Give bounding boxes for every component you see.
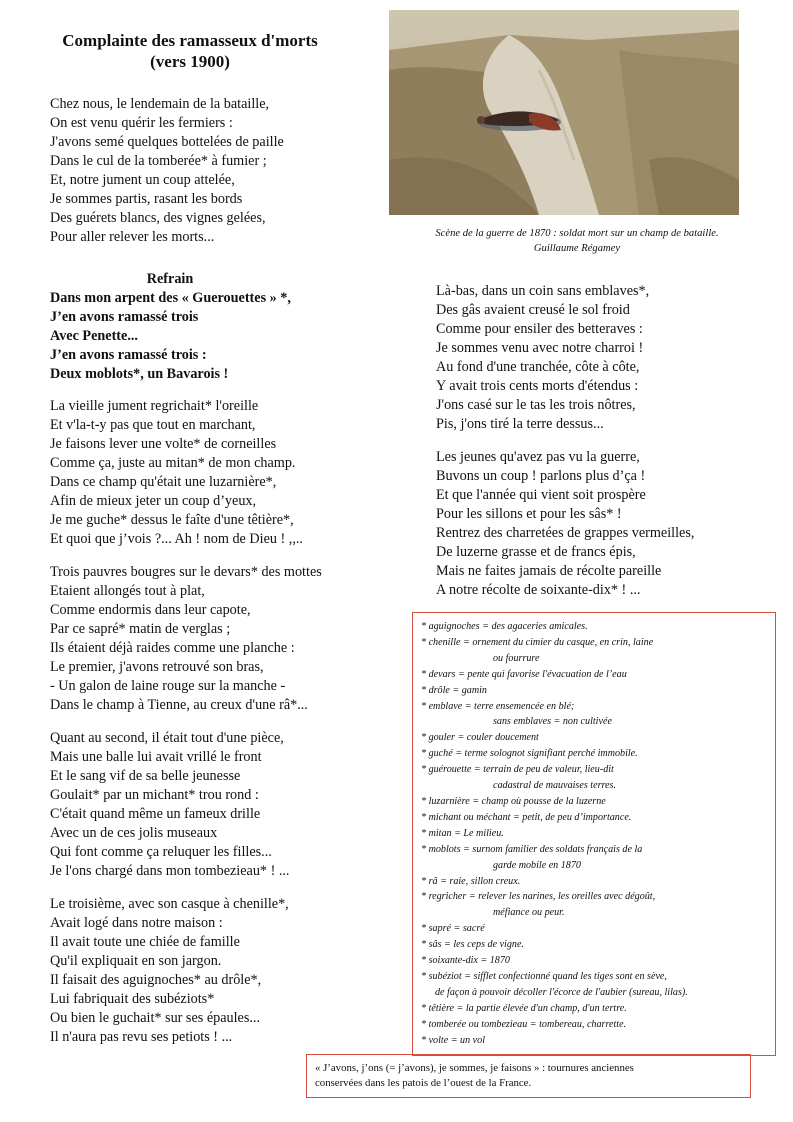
verse-line: Et que l'année qui vient soit prospère — [436, 487, 646, 503]
verse-line: Dans le champ à Tienne, au creux d'une râ*... — [50, 697, 308, 713]
refrain-line: Dans mon arpent des « Guerouettes » *, — [50, 290, 291, 306]
verse-line: Je sommes venu avec notre charroi ! — [436, 340, 644, 356]
verse-line: Par ce sapré* matin de verglas ; — [50, 621, 231, 637]
glossary-entry: * guérouette = terrain de peu de valeur, lieu-dit — [421, 764, 614, 776]
stanza-6 — [436, 282, 649, 434]
verse-line: On est venu quérir les fermiers : — [50, 115, 233, 131]
title-line-1: Complainte des ramasseux d'morts — [62, 31, 318, 50]
glossary-entry: * râ = raie, sillon creux. — [421, 875, 521, 887]
verse-line: Qu'il expliquait en son jargon. — [50, 953, 222, 969]
glossary-entry: * têtière = la partie élevée d'un champ, d'un tertre. — [421, 1002, 627, 1014]
verse-line: Et v'la-t-y pas que tout en marchant, — [50, 417, 256, 433]
refrain — [50, 289, 291, 384]
verse-line: Il n'aura pas revu ses petiots ! ... — [50, 1029, 233, 1045]
verse-line: Comme pour ensiler des betteraves : — [436, 321, 643, 337]
stanza-1 — [50, 95, 284, 247]
glossary-entry: * michant ou méchant = petit, de peu d’importance. — [421, 811, 632, 823]
verse-line: Ils étaient déjà raides comme une planche : — [50, 640, 295, 656]
verse-line: Pour les sillons et pour les sâs* ! — [436, 506, 622, 522]
verse-line: Le premier, j'avons retrouvé son bras, — [50, 659, 264, 675]
verse-line: A notre récolte de soixante-dix* ! ... — [436, 582, 641, 598]
verse-line: Qui font comme ça reluquer les filles... — [50, 844, 272, 860]
stanza-2 — [50, 397, 303, 549]
verse-line: Dans le cul de la tomberée* à fumier ; — [50, 153, 267, 169]
verse-line: Ou bien le guchait* sur ses épaules... — [50, 1010, 260, 1026]
glossary-entry: garde mobile en 1870 — [493, 859, 581, 871]
verse-line: Mais ne faites jamais de récolte pareille — [436, 563, 662, 579]
glossary-entry: * gouler = couler doucement — [421, 732, 539, 744]
verse-line: Les jeunes qu'avez pas vu la guerre, — [436, 449, 640, 465]
verse-line: - Un galon de laine rouge sur la manche - — [50, 678, 286, 694]
verse-line: Je l'ons chargé dans mon tombezieau* ! ... — [50, 863, 290, 879]
glossary-entry: sans emblaves = non cultivée — [493, 716, 612, 728]
caption-line-2: Guillaume Régamey — [533, 243, 621, 254]
verse-line: Trois pauvres bougres sur le devars* des mottes — [50, 564, 322, 580]
verse-line: J'ons casé sur le tas les trois nôtres, — [436, 397, 636, 413]
glossary-entry: * sapré = sacré — [421, 923, 485, 935]
verse-line: Il faisait des aguignoches* au drôle*, — [50, 972, 262, 988]
painting-image — [389, 10, 739, 215]
verse-line: Et quoi que j’vois ?... Ah ! nom de Dieu ! ,,.. — [50, 531, 303, 547]
stanza-7 — [436, 448, 694, 600]
glossary-entry: * luzarnière = champ où pousse de la luzerne — [421, 795, 606, 807]
verse-line: Comme endormis dans leur capote, — [50, 602, 251, 618]
refrain-line: J’en avons ramassé trois : — [50, 347, 207, 363]
verse-line: Et, notre jument un coup attelée, — [50, 172, 235, 188]
glossary-entry: * chenille = ornement du cimier du casque, en crin, laine — [421, 636, 654, 648]
dialect-note-box — [306, 1054, 751, 1098]
verse-line: Des gâs avaient creusé le sol froid — [436, 302, 630, 318]
refrain-line: J’en avons ramassé trois — [50, 309, 199, 325]
verse-line: Goulait* par un michant* trou rond : — [50, 787, 259, 803]
verse-line: Là-bas, dans un coin sans emblaves*, — [436, 283, 650, 299]
glossary-entry: cadastral de mauvaises terres. — [493, 780, 616, 792]
verse-line: Il avait toute une chiée de famille — [50, 934, 240, 950]
glossary-entry: * moblots = surnom familier des soldats français de la — [421, 843, 643, 855]
verse-line: Chez nous, le lendemain de la bataille, — [50, 96, 270, 112]
verse-line: Je me guche* dessus le faîte d'une têtière*, — [50, 512, 294, 528]
verse-line: Quant au second, il était tout d'une pièce, — [50, 730, 284, 746]
title-line-2: (vers 1900) — [150, 52, 230, 71]
refrain-line: Deux moblots*, un Bavarois ! — [50, 366, 229, 382]
refrain-line: Avec Penette... — [50, 328, 138, 344]
glossary-entry: * tomberée ou tombezieau = tombereau, charrette. — [421, 1018, 627, 1030]
glossary-entry: * emblave = terre ensemencée en blé; — [421, 700, 575, 712]
verse-line: Mais une balle lui avait vrillé le front — [50, 749, 262, 765]
caption-line-1: Scène de la guerre de 1870 : soldat mort sur un champ de bataille. — [435, 228, 719, 239]
glossary-entry: * sâs = les ceps de vigne. — [421, 939, 524, 951]
glossary-entry: méfiance ou peur. — [493, 907, 565, 919]
glossary-entry: * drôle = gamin — [421, 684, 487, 696]
verse-line: Et le sang vif de sa belle jeunesse — [50, 768, 241, 784]
verse-line: Je faisons lever une volte* de corneilles — [50, 436, 277, 452]
refrain-title: Refrain — [146, 271, 194, 287]
stanza-4 — [50, 729, 289, 881]
verse-line: De luzerne grasse et de francs épis, — [436, 544, 636, 560]
verse-line: Des guérets blancs, des vignes gelées, — [50, 210, 266, 226]
verse-line: Rentrez des charretées de grappes vermeilles, — [436, 525, 695, 541]
glossary-entry: * aguignoches = des agaceries amicales. — [421, 621, 588, 632]
stanza-5 — [50, 895, 289, 1047]
painting-caption — [392, 226, 762, 256]
verse-line: Y avait trois cents morts d'étendus : — [436, 378, 639, 394]
glossary-entry: * guché = terme solognot signifiant perché immobile. — [421, 748, 638, 760]
verse-line: C'était quand même un fameux drille — [50, 806, 261, 822]
poem-title — [40, 30, 340, 72]
verse-line: Buvons un coup ! parlons plus d’ça ! — [436, 468, 646, 484]
verse-line: Dans ce champ qu'était une luzarnière*, — [50, 474, 277, 490]
glossary-entry: ou fourrure — [493, 652, 540, 664]
note-line-1: « J’avons, j’ons (= j’avons), je sommes, je faisons » : tournures anciennes — [315, 1062, 634, 1074]
glossary-entry: * regricher = relever les narines, les oreilles avec dégoût, — [421, 891, 656, 903]
verse-line: Pour aller relever les morts... — [50, 229, 215, 245]
glossary-entry: * soixante-dix = 1870 — [421, 955, 510, 967]
verse-line: Avait logé dans notre maison : — [50, 915, 223, 931]
note-line-2: conservées dans les patois de l’ouest de la France. — [315, 1077, 532, 1089]
verse-line: Lui fabriquait des subéziots* — [50, 991, 215, 1007]
verse-line: Pis, j'ons tiré la terre dessus... — [436, 416, 604, 432]
glossary-box — [412, 612, 776, 1056]
verse-line: La vieille jument regrichait* l'oreille — [50, 398, 259, 414]
glossary-entry: * subéziot = sifflet confectionné quand les tiges sont en sève, — [421, 970, 667, 982]
verse-line: Je sommes partis, rasant les bords — [50, 191, 243, 207]
verse-line: Le troisième, avec son casque à chenille*, — [50, 896, 289, 912]
verse-line: Etaient allongés tout à plat, — [50, 583, 205, 599]
battlefield-painting — [389, 10, 739, 215]
glossary-entry: de façon à pouvoir décoller l'écorce de l'aubier (sureau, lilas). — [435, 986, 688, 998]
verse-line: Au fond d'une tranchée, côte à côte, — [436, 359, 640, 375]
verse-line: Afin de mieux jeter un coup d’yeux, — [50, 493, 257, 509]
glossary-entry: * devars = pente qui favorise l'évacuation de l’eau — [421, 668, 627, 680]
verse-line: Comme ça, juste au mitan* de mon champ. — [50, 455, 296, 471]
verse-line: Avec un de ces jolis museaux — [50, 825, 218, 841]
stanza-3 — [50, 563, 322, 715]
verse-line: J'avons semé quelques bottelées de paille — [50, 134, 284, 150]
glossary-entry: * mitan = Le milieu. — [421, 827, 504, 839]
glossary-entry: * volte = un vol — [421, 1034, 485, 1046]
